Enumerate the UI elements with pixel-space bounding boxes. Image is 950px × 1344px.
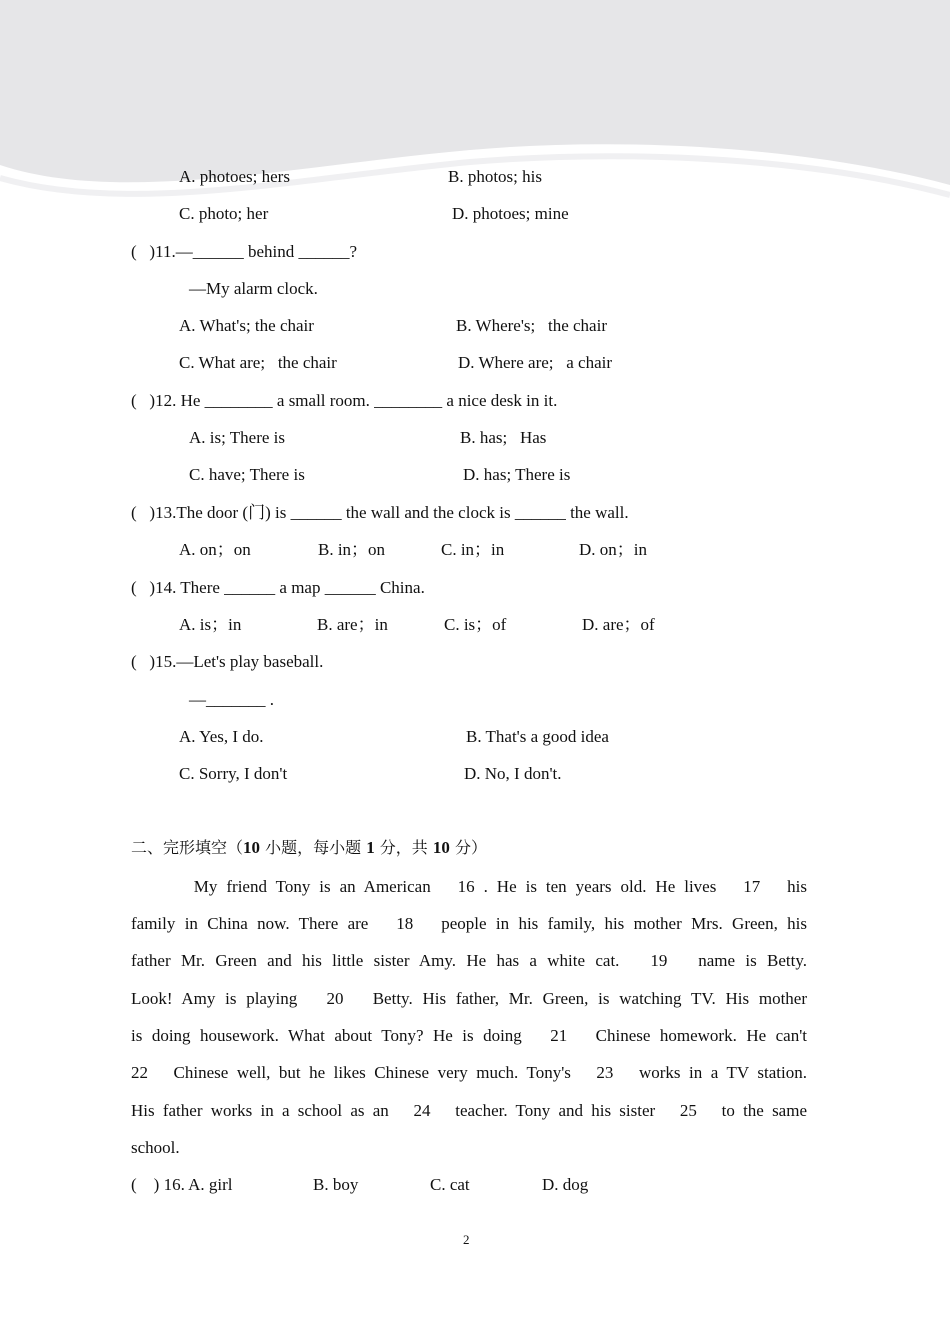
q12-stem: ( )12. He ________ a small room. ________ a nice desk in it. (131, 391, 558, 410)
cloze-line-3: father Mr. Green and his little sister Amy. He has a white cat. 19 name is Betty. (131, 951, 807, 970)
q15-option-b: B. That's a good idea (466, 727, 609, 746)
q14-option-b: B. are；in (317, 615, 388, 634)
section2-title-total: 10 (432, 838, 450, 857)
q10-option-c: C. photo; her (179, 204, 269, 223)
q15-option-d: D. No, I don't. (464, 764, 562, 783)
q11-answer-line: —My alarm clock. (189, 279, 318, 298)
q13-option-b: B. in；on (318, 540, 386, 559)
q15-option-c: C. Sorry, I don't (179, 764, 288, 783)
q12-option-b: B. has; Has (460, 428, 547, 447)
q14-option-a: A. is；in (179, 615, 242, 634)
section2-title (131, 837, 487, 859)
q16-option-b: B. boy (313, 1175, 359, 1194)
cloze-line-5: is doing housework. What about Tony? He is doing 21 Chinese homework. He can't (131, 1026, 807, 1045)
q13-option-c: C. in；in (441, 540, 505, 559)
q12-option-a: A. is; There is (189, 428, 286, 447)
cloze-line-4: Look! Amy is playing 20 Betty. His father, Mr. Green, is watching TV. His mother (131, 989, 807, 1008)
q11-option-b: B. Where's; the chair (456, 316, 607, 335)
cloze-line-2: family in China now. There are 18 people in his family, his mother Mrs. Green, his (131, 914, 807, 933)
header-wave-decoration (0, 0, 950, 230)
q12-option-c: C. have; There is (189, 465, 305, 484)
q16-option-c: C. cat (430, 1175, 470, 1194)
section2-title-points-each: 1 (366, 838, 375, 857)
q14-stem: ( )14. There ______ a map ______ China. (131, 578, 425, 597)
cloze-line-8: school. (131, 1138, 180, 1157)
q10-option-b: B. photos; his (448, 167, 542, 186)
q11-option-c: C. What are; the chair (179, 353, 337, 372)
q11-option-a: A. What's; the chair (179, 316, 314, 335)
q14-option-c: C. is；of (444, 615, 507, 634)
section2-title-count: 10 (243, 838, 261, 857)
page-number: 2 (463, 1232, 470, 1247)
section2-title-prefix: 二、完形填空（ (131, 838, 244, 857)
cloze-line-7: His father works in a school as an 24 teacher. Tony and his sister 25 to the same (131, 1101, 807, 1120)
q15-answer-line: —_______ . (189, 690, 274, 709)
q12-option-d: D. has; There is (463, 465, 571, 484)
q11-stem: ( )11.—______ behind ______? (131, 242, 358, 261)
cloze-line-1: My friend Tony is an American 16 . He is ten years old. He lives 17 his (131, 877, 807, 896)
cloze-line-6: 22 Chinese well, but he likes Chinese very much. Tony's 23 works in a TV station. (131, 1063, 807, 1082)
q13-option-a: A. on；on (179, 540, 251, 559)
q14-option-d: D. are；of (582, 615, 655, 634)
section2-title-suffix: 分） (449, 838, 487, 857)
section2-title-mid1: 小题，每小题 (260, 838, 367, 857)
q13-stem: ( )13.The door (门) is ______ the wall and the clock is ______ the wall. (131, 503, 629, 522)
q10-option-d: D. photoes; mine (452, 204, 569, 223)
section2-title-mid2: 分，共 (374, 838, 433, 857)
q13-option-d: D. on；in (579, 540, 647, 559)
q16-option-d: D. dog (542, 1175, 589, 1194)
q10-option-a: A. photoes; hers (179, 167, 290, 186)
q15-option-a: A. Yes, I do. (179, 727, 264, 746)
q15-stem: ( )15.—Let's play baseball. (131, 652, 324, 671)
q16-stem: ( ) 16. A. girl (131, 1175, 233, 1194)
q11-option-d: D. Where are; a chair (458, 353, 613, 372)
